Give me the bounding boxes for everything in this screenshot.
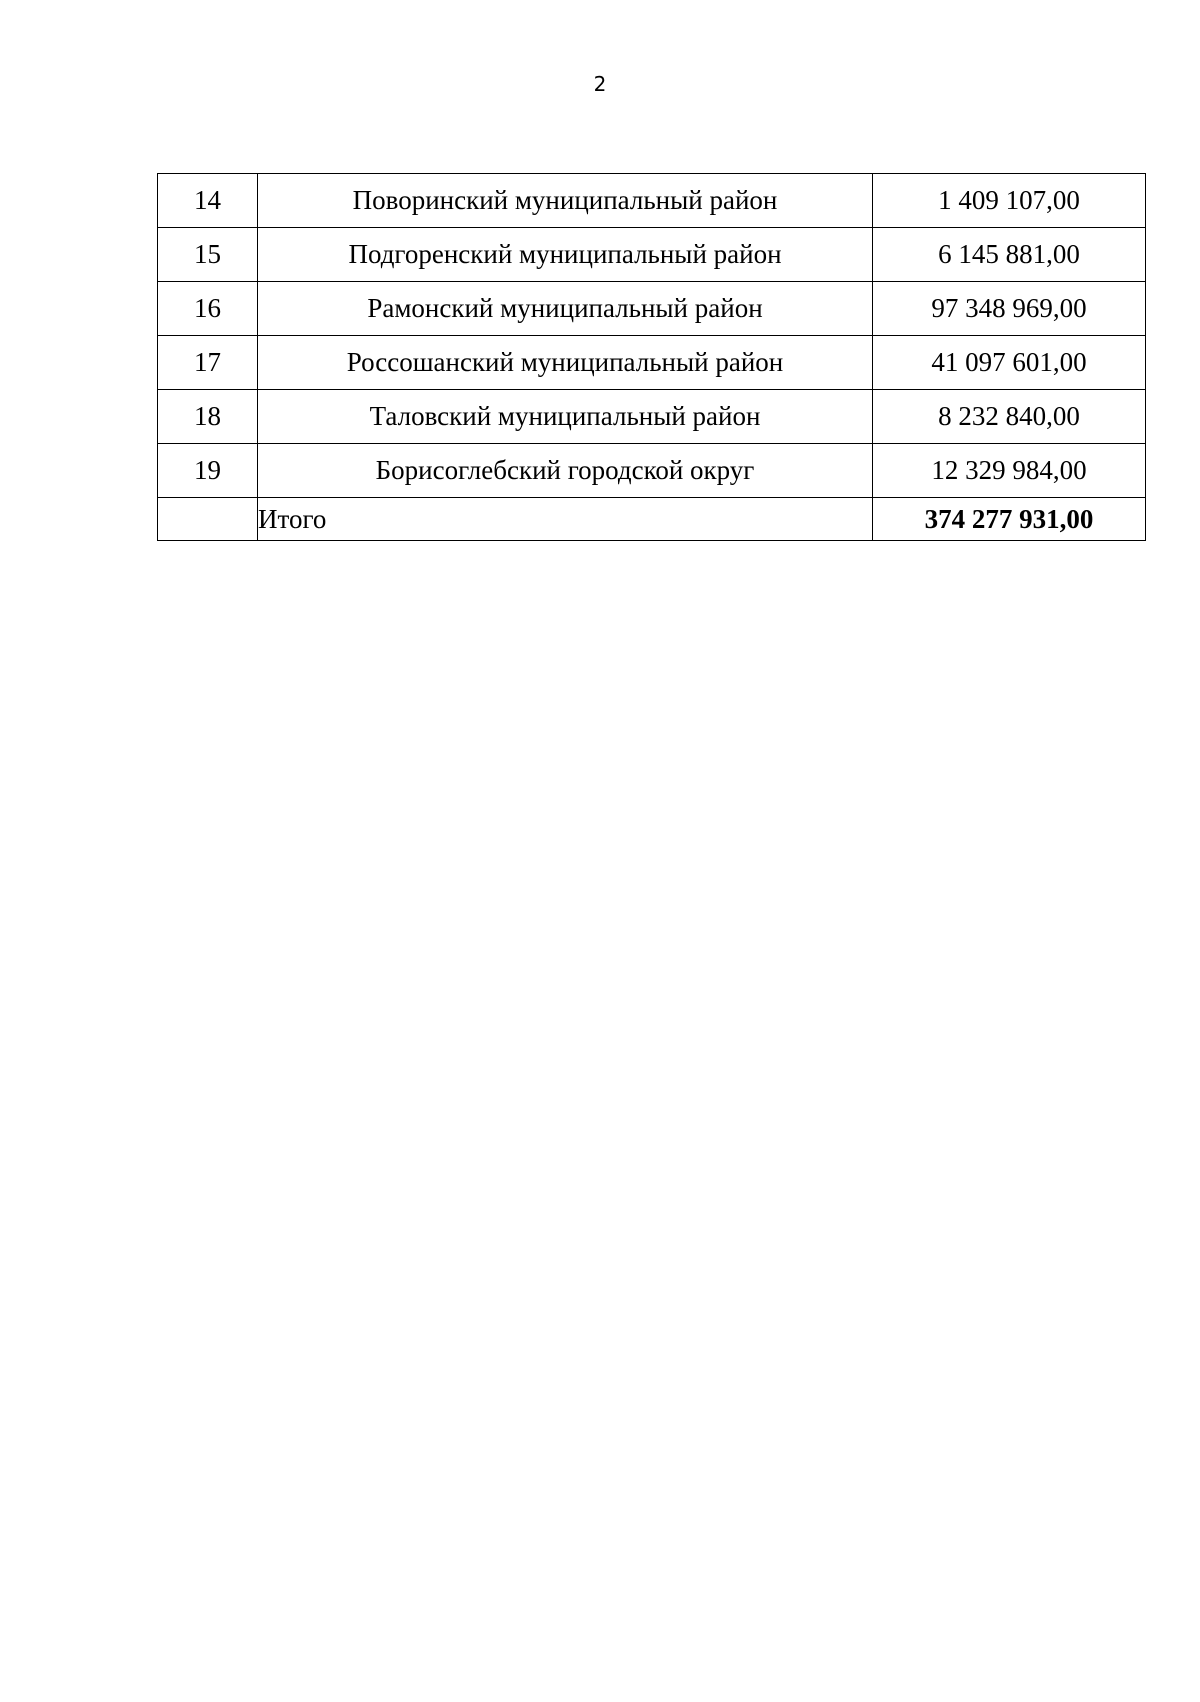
amount: 6 145 881,00 <box>873 228 1146 282</box>
municipality-name: Россошанский муниципальный район <box>258 336 873 390</box>
total-label: Итого <box>258 498 873 541</box>
total-row <box>158 498 1146 541</box>
amount: 41 097 601,00 <box>873 336 1146 390</box>
table-row <box>158 228 1146 282</box>
row-number: 18 <box>158 390 258 444</box>
table-row <box>158 282 1146 336</box>
amount: 97 348 969,00 <box>873 282 1146 336</box>
row-number: 19 <box>158 444 258 498</box>
municipality-name: Поворинский муниципальный район <box>258 174 873 228</box>
amount: 12 329 984,00 <box>873 444 1146 498</box>
row-number: 17 <box>158 336 258 390</box>
total-empty-cell <box>158 498 258 541</box>
allocation-table <box>157 173 1146 541</box>
row-number: 16 <box>158 282 258 336</box>
amount: 1 409 107,00 <box>873 174 1146 228</box>
municipality-name: Рамонский муниципальный район <box>258 282 873 336</box>
municipality-name: Таловский муниципальный район <box>258 390 873 444</box>
table-row <box>158 390 1146 444</box>
row-number: 15 <box>158 228 258 282</box>
municipality-name: Борисоглебский городской округ <box>258 444 873 498</box>
table-row <box>158 444 1146 498</box>
municipality-name: Подгоренский муниципальный район <box>258 228 873 282</box>
table-row <box>158 174 1146 228</box>
page-number: 2 <box>593 72 607 96</box>
total-amount: 374 277 931,00 <box>873 498 1146 541</box>
amount: 8 232 840,00 <box>873 390 1146 444</box>
row-number: 14 <box>158 174 258 228</box>
table-row <box>158 336 1146 390</box>
